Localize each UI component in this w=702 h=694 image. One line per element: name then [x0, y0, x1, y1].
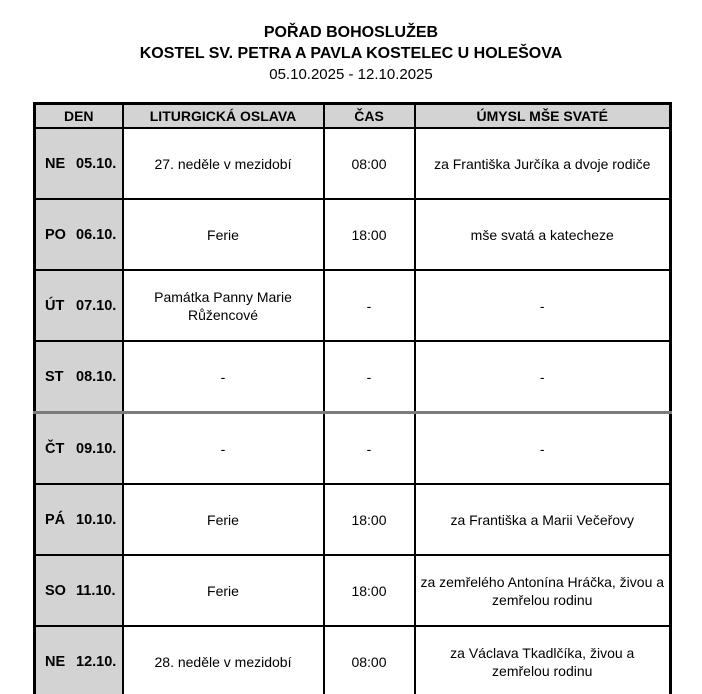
day-cell	[35, 199, 123, 270]
day-cell	[35, 341, 123, 413]
time-cell: -	[324, 270, 415, 341]
day-date: 07.10.	[76, 297, 117, 314]
time-cell: 08:00	[324, 128, 415, 199]
day-date: 05.10.	[76, 155, 117, 172]
intention-cell: za Václava Tkadlčíka, živou a zemřelou rodinu	[415, 626, 671, 694]
day-date: 06.10.	[76, 226, 117, 243]
table-row	[35, 413, 671, 485]
day-abbr: PÁ	[45, 511, 66, 528]
time-cell: 18:00	[324, 199, 415, 270]
table-row	[35, 626, 671, 694]
celebration-cell: Ferie	[123, 199, 324, 270]
intention-cell: za zemřelého Antonína Hráčka, živou a zemřelou rodinu	[415, 555, 671, 626]
celebration-cell: 28. neděle v mezidobí	[123, 626, 324, 694]
day-abbr: ST	[45, 368, 64, 385]
table-row	[35, 341, 671, 413]
day-date: 09.10.	[76, 440, 117, 457]
intention-cell: -	[415, 270, 671, 341]
time-cell: 18:00	[324, 555, 415, 626]
day-cell	[35, 128, 123, 199]
header-cas: ČAS	[324, 104, 415, 129]
day-cell	[35, 626, 123, 694]
table-row	[35, 270, 671, 341]
day-date: 10.10.	[76, 511, 117, 528]
page-title: POŘAD BOHOSLUŽEB	[263, 24, 439, 41]
page-subtitle: KOSTEL SV. PETRA A PAVLA KOSTELEC U HOLEŠOVA	[139, 45, 563, 62]
table-row	[35, 555, 671, 626]
day-cell	[35, 413, 123, 485]
header-umysl-mse-svate: ÚMYSL MŠE SVATÉ	[415, 104, 671, 129]
day-abbr: ÚT	[45, 297, 65, 314]
day-cell	[35, 555, 123, 626]
day-abbr: ČT	[45, 440, 65, 457]
schedule-table	[33, 102, 672, 694]
day-abbr: NE	[45, 653, 66, 670]
day-cell	[35, 270, 123, 341]
time-cell: -	[324, 341, 415, 413]
day-date: 08.10.	[76, 368, 117, 385]
celebration-cell: Ferie	[123, 555, 324, 626]
intention-cell: -	[415, 413, 671, 485]
header-den: DEN	[35, 104, 123, 129]
intention-cell: za Františka Jurčíka a dvoje rodiče	[415, 128, 671, 199]
day-abbr: PO	[45, 226, 66, 243]
header-liturgicka-oslava: LITURGICKÁ OSLAVA	[123, 104, 324, 129]
celebration-cell: -	[123, 341, 324, 413]
table-row	[35, 199, 671, 270]
day-cell	[35, 484, 123, 555]
date-range: 05.10.2025 - 12.10.2025	[269, 66, 433, 83]
time-cell: 18:00	[324, 484, 415, 555]
intention-cell: mše svatá a katecheze	[415, 199, 671, 270]
day-date: 11.10.	[76, 582, 116, 599]
intention-cell: za Františka a Marii Večeřovy	[415, 484, 671, 555]
celebration-cell: Ferie	[123, 484, 324, 555]
celebration-cell: 27. neděle v mezidobí	[123, 128, 324, 199]
table-row	[35, 128, 671, 199]
day-abbr: SO	[45, 582, 66, 599]
celebration-cell: Památka Panny Marie Růžencové	[123, 270, 324, 341]
document-header	[0, 0, 702, 85]
day-abbr: NE	[45, 155, 66, 172]
table-header-row	[35, 104, 671, 129]
day-date: 12.10.	[76, 653, 117, 670]
celebration-cell: -	[123, 413, 324, 485]
table-row	[35, 484, 671, 555]
time-cell: 08:00	[324, 626, 415, 694]
time-cell: -	[324, 413, 415, 485]
intention-cell: -	[415, 341, 671, 413]
